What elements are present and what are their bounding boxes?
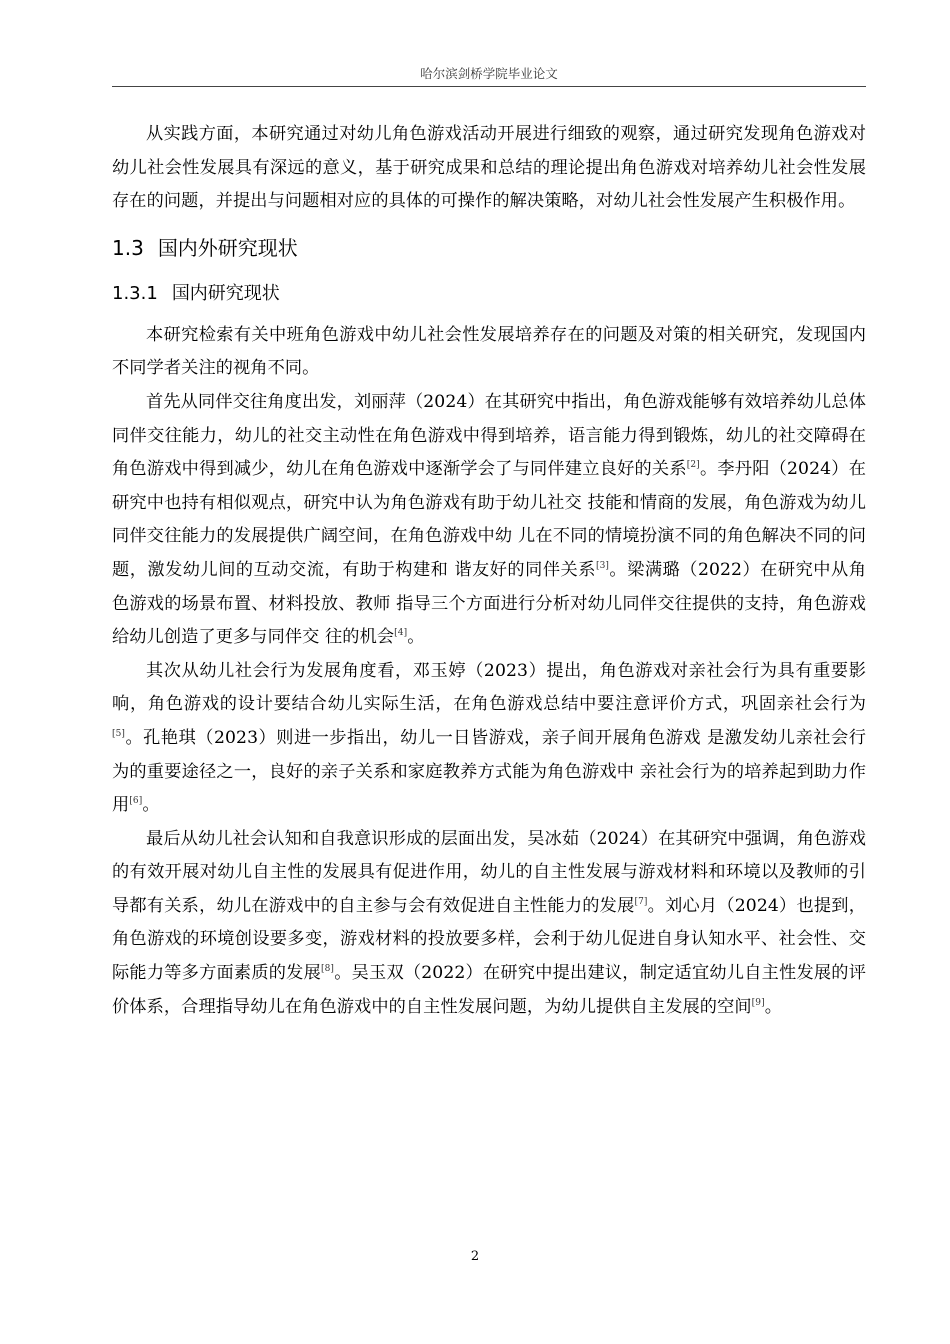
subsection-title: 国内研究现状 [171, 282, 280, 304]
paragraph-practice: 从实践方面，本研究通过对幼儿角色游戏活动开展进行细致的观察，通过研究发现角色游戏对幼儿社会性发展具有深远的意义，基于研究成果和总结的理论提出角色游戏对培养幼儿社会性发展存在的问题，并提出与问题相对应的具体的可操作的解决策略，对幼儿社会性发展产生积极作用。 [112, 124, 866, 212]
citation-ref: [9] [751, 997, 765, 1008]
citation-ref: [2] [686, 460, 700, 471]
citation-ref: [8] [321, 964, 335, 975]
paragraph-text: 。 [407, 627, 425, 648]
page-header: 哈尔滨剑桥学院毕业论文 [420, 66, 558, 81]
document-body [112, 118, 866, 1024]
citation-ref: [6] [129, 796, 143, 807]
paragraph-peer-interaction [112, 386, 866, 655]
page-number: 2 [470, 1249, 480, 1264]
citation-ref: [5] [112, 728, 126, 739]
paragraph-text: 。 [764, 996, 782, 1017]
citation-ref: [4] [394, 628, 408, 639]
header-rule [112, 86, 866, 87]
subsection-number: 1.3.1 [112, 282, 158, 304]
section-title: 国内外研究现状 [157, 235, 298, 260]
section-number: 1.3 [112, 235, 144, 260]
paragraph-text: 最后从幼儿社会认知和自我意识形成的层面出发，吴冰茹（2024）在其研究中强调，角色游戏的有效开展对幼儿自主性的发展具有促进作用，幼儿的自主性发展与游戏材料和环境以及教师的引导都有关系，幼儿在游戏中的自主参与会有效促进自主性能力的发展 [112, 828, 866, 916]
subsection-heading [112, 275, 866, 313]
paragraph-intro: 本研究检索有关中班角色游戏中幼儿社会性发展培养存在的问题及对策的相关研究，发现国内不同学者关注的视角不同。 [112, 324, 866, 379]
paragraph-text: 其次从幼儿社会行为发展角度看，邓玉婷（2023）提出，角色游戏对亲社会行为具有重要影响，角色游戏的设计要结合幼儿实际生活，在角色游戏总结中要注意评价方式，巩固亲社会行为 [112, 660, 866, 715]
paragraph-text: 。梁满璐（2022）在研究中从角色游戏的场景布置、材料投放、教师 指导三个方面进行分析对幼儿同伴交往提供的支持，角色游戏给幼儿创造了更多与同伴交 往的机会 [112, 559, 867, 648]
paragraph-text: 。吴玉双（2022）在研究中提出建议，制定适宜幼儿自主性发展的评价体系，合理指导幼儿在角色游戏中的自主性发展问题，为幼儿提供自主发展的空间 [112, 963, 866, 1017]
paragraph-text: 。刘心月（2024）也提到，角色游戏的环境创设要多变，游戏材料的投放要多样，会利于幼儿促进自身认知水平、社会性、交际能力等多方面素质的发展 [112, 895, 866, 984]
paragraph-text: 首先从同伴交往角度出发，刘丽萍（2024）在其研究中指出，角色游戏能够有效培养幼儿总体同伴交往能力，幼儿的社交主动性在角色游戏中得到培养，语言能力得到锻炼，幼儿的社交障碍在角色游戏中得到减少，幼儿在角色游戏中逐渐学会了与同伴建立良好的关系 [112, 391, 866, 480]
citation-ref: [7] [634, 896, 648, 907]
paragraph-text: 。李丹阳（2024）在研究中也持有相似观点，研究中认为角色游戏有助于幼儿社交 技能和情商的发展，角色游戏为幼儿同伴交往能力的发展提供广阔空间，在角色游戏中幼 儿在不同的情境扮演不同的角色解决不同的问题，激发幼儿间的互动交流，有助于构建和 谐友好的同伴关系 [112, 459, 866, 580]
paragraph-text: 。 [142, 795, 160, 816]
paragraph-self-awareness [112, 823, 866, 1025]
paragraph-text: 。孔艳琪（2023）则进一步指出，幼儿一日皆游戏，亲子间开展角色游戏 是激发幼儿亲社会行为的重要途径之一，良好的亲子关系和家庭教养方式能为角色游戏中 亲社会行为的培养起到助力作用 [112, 727, 866, 816]
section-heading [112, 227, 866, 269]
citation-ref: [3] [595, 560, 610, 571]
paragraph-social-behavior [112, 655, 866, 823]
